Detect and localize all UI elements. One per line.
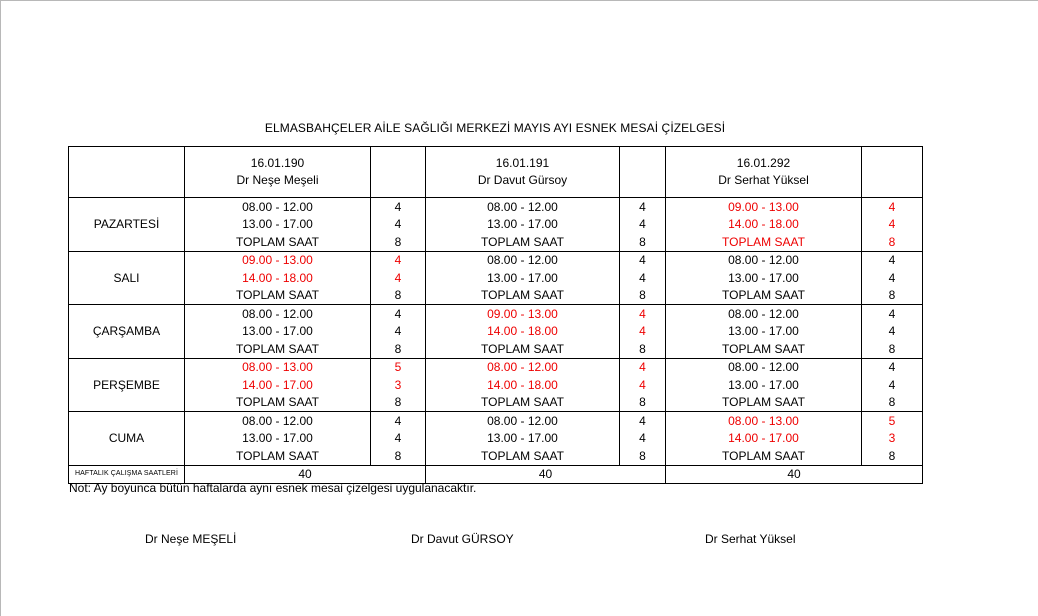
hours-cell: 4 — [862, 251, 923, 269]
signature-serhat-yuksel: Dr Serhat Yüksel — [705, 532, 796, 546]
day-name-cell: SALI — [69, 251, 185, 305]
day-name-cell: CUMA — [69, 412, 185, 466]
hours-cell: 8 — [371, 340, 426, 358]
shift-time-cell: 14.00 - 18.00 — [426, 376, 620, 394]
hours-cell: 8 — [620, 394, 666, 412]
hours-cell: 4 — [620, 412, 666, 430]
schedule-table — [68, 146, 923, 484]
total-label-cell: TOPLAM SAAT — [666, 233, 862, 251]
shift-time-cell: 09.00 - 13.00 — [426, 305, 620, 323]
shift-time-cell: 13.00 - 17.00 — [426, 216, 620, 234]
hours-header-cell — [620, 147, 666, 198]
hours-cell: 4 — [371, 198, 426, 216]
shift-time-cell: 13.00 - 17.00 — [666, 269, 862, 287]
total-label-cell: TOPLAM SAAT — [426, 233, 620, 251]
shift-time-cell: 08.00 - 12.00 — [426, 412, 620, 430]
shift-time-cell: 13.00 - 17.00 — [185, 216, 371, 234]
hours-cell: 4 — [862, 323, 923, 341]
shift-time-cell: 13.00 - 17.00 — [666, 376, 862, 394]
hours-cell: 4 — [862, 305, 923, 323]
hours-cell: 4 — [371, 269, 426, 287]
doctor-header-3 — [666, 147, 862, 198]
hours-cell: 8 — [862, 287, 923, 305]
hours-cell: 3 — [862, 430, 923, 448]
hours-cell: 4 — [371, 216, 426, 234]
weekly-hours-value: 40 — [426, 465, 666, 483]
total-row — [69, 394, 923, 412]
total-label-cell: TOPLAM SAAT — [426, 447, 620, 465]
shift-time-cell: 08.00 - 12.00 — [185, 412, 371, 430]
doctor-code: 16.01.190 — [250, 156, 305, 170]
signature-nese-meseli: Dr Neşe MEŞELİ — [145, 532, 237, 546]
total-label-cell: TOPLAM SAAT — [185, 447, 371, 465]
shift-time-cell: 14.00 - 17.00 — [666, 430, 862, 448]
shift-time-cell: 13.00 - 17.00 — [185, 323, 371, 341]
doctor-name: Dr Neşe Meşeli — [236, 173, 319, 187]
total-row — [69, 233, 923, 251]
shift-row — [69, 198, 923, 216]
shift-time-cell: 08.00 - 12.00 — [666, 251, 862, 269]
shift-time-cell: 09.00 - 13.00 — [185, 251, 371, 269]
shift-time-cell: 08.00 - 12.00 — [426, 358, 620, 376]
total-label-cell: TOPLAM SAAT — [426, 287, 620, 305]
day-name-cell: PERŞEMBE — [69, 358, 185, 412]
total-label-cell: TOPLAM SAAT — [426, 394, 620, 412]
weekly-hours-value: 40 — [185, 465, 426, 483]
shift-time-cell: 13.00 - 17.00 — [426, 269, 620, 287]
hours-cell: 4 — [371, 251, 426, 269]
hours-cell: 4 — [620, 376, 666, 394]
hours-cell: 4 — [862, 358, 923, 376]
hours-cell: 8 — [862, 340, 923, 358]
shift-time-cell: 08.00 - 13.00 — [666, 412, 862, 430]
total-label-cell: TOPLAM SAAT — [666, 447, 862, 465]
shift-row — [69, 412, 923, 430]
hours-cell: 8 — [371, 233, 426, 251]
total-label-cell: TOPLAM SAAT — [666, 394, 862, 412]
header-corner-cell — [69, 147, 185, 198]
doctor-code: 16.01.191 — [495, 156, 550, 170]
shift-time-cell: 13.00 - 17.00 — [185, 430, 371, 448]
hours-cell: 8 — [620, 340, 666, 358]
hours-cell: 4 — [862, 269, 923, 287]
total-label-cell: TOPLAM SAAT — [185, 233, 371, 251]
shift-row — [69, 305, 923, 323]
hours-cell: 4 — [620, 358, 666, 376]
hours-cell: 4 — [620, 269, 666, 287]
doctor-header-2 — [426, 147, 620, 198]
hours-cell: 8 — [371, 394, 426, 412]
hours-cell: 8 — [862, 233, 923, 251]
total-row — [69, 287, 923, 305]
shift-time-cell: 09.00 - 13.00 — [666, 198, 862, 216]
shift-row — [69, 358, 923, 376]
hours-header-cell — [371, 147, 426, 198]
hours-cell: 4 — [862, 198, 923, 216]
shift-time-cell: 14.00 - 17.00 — [185, 376, 371, 394]
total-label-cell: TOPLAM SAAT — [666, 287, 862, 305]
shift-time-cell: 08.00 - 12.00 — [666, 305, 862, 323]
shift-row — [69, 251, 923, 269]
total-row — [69, 340, 923, 358]
hours-cell: 4 — [620, 430, 666, 448]
hours-cell: 4 — [862, 216, 923, 234]
shift-row — [69, 323, 923, 341]
shift-time-cell: 14.00 - 18.00 — [185, 269, 371, 287]
doctor-code: 16.01.292 — [736, 156, 791, 170]
hours-cell: 3 — [371, 376, 426, 394]
shift-row — [69, 430, 923, 448]
hours-cell: 4 — [620, 323, 666, 341]
shift-time-cell: 08.00 - 12.00 — [185, 198, 371, 216]
weekly-hours-label: HAFTALIK ÇALIŞMA SAATLERİ — [69, 465, 185, 483]
note-text: Not: Ay boyunca bütün haftalarda aynı esnek mesai çizelgesi uygulanacaktır. — [69, 481, 477, 495]
hours-cell: 4 — [620, 251, 666, 269]
hours-cell: 4 — [371, 305, 426, 323]
hours-cell: 4 — [371, 323, 426, 341]
shift-time-cell: 08.00 - 12.00 — [185, 305, 371, 323]
day-name-cell: ÇARŞAMBA — [69, 305, 185, 359]
total-label-cell: TOPLAM SAAT — [185, 287, 371, 305]
shift-time-cell: 08.00 - 12.00 — [666, 358, 862, 376]
shift-row — [69, 216, 923, 234]
doctor-name: Dr Davut Gürsoy — [477, 173, 568, 187]
shift-time-cell: 08.00 - 12.00 — [426, 198, 620, 216]
shift-time-cell: 08.00 - 13.00 — [185, 358, 371, 376]
hours-cell: 8 — [371, 287, 426, 305]
hours-cell: 8 — [620, 287, 666, 305]
hours-cell: 4 — [862, 376, 923, 394]
hours-cell: 4 — [620, 198, 666, 216]
hours-cell: 8 — [862, 447, 923, 465]
shift-time-cell: 08.00 - 12.00 — [426, 251, 620, 269]
hours-cell: 8 — [620, 447, 666, 465]
total-label-cell: TOPLAM SAAT — [426, 340, 620, 358]
total-label-cell: TOPLAM SAAT — [666, 340, 862, 358]
hours-cell: 8 — [620, 233, 666, 251]
total-label-cell: TOPLAM SAAT — [185, 394, 371, 412]
hours-cell: 5 — [371, 358, 426, 376]
hours-cell: 4 — [620, 216, 666, 234]
doctor-name: Dr Serhat Yüksel — [718, 173, 809, 187]
hours-cell: 4 — [371, 430, 426, 448]
total-label-cell: TOPLAM SAAT — [185, 340, 371, 358]
page-left-edge — [0, 0, 1, 616]
shift-time-cell: 14.00 - 18.00 — [426, 323, 620, 341]
hours-cell: 4 — [620, 305, 666, 323]
document-title: ELMASBAHÇELER AİLE SAĞLIĞI MERKEZİ MAYIS AYI ESNEK MESAİ ÇİZELGESİ — [264, 121, 726, 135]
hours-cell: 5 — [862, 412, 923, 430]
day-name-cell: PAZARTESİ — [69, 198, 185, 252]
hours-cell: 8 — [371, 447, 426, 465]
weekly-hours-value: 40 — [666, 465, 923, 483]
total-row — [69, 447, 923, 465]
doctor-header-1 — [185, 147, 371, 198]
shift-time-cell: 13.00 - 17.00 — [666, 323, 862, 341]
hours-cell: 4 — [371, 412, 426, 430]
signature-davut-gursoy: Dr Davut GÜRSOY — [411, 532, 514, 546]
shift-time-cell: 14.00 - 18.00 — [666, 216, 862, 234]
shift-row — [69, 269, 923, 287]
page-top-edge — [0, 0, 1038, 1]
hours-header-cell — [862, 147, 923, 198]
header-row — [69, 147, 923, 198]
shift-row — [69, 376, 923, 394]
shift-time-cell: 13.00 - 17.00 — [426, 430, 620, 448]
hours-cell: 8 — [862, 394, 923, 412]
